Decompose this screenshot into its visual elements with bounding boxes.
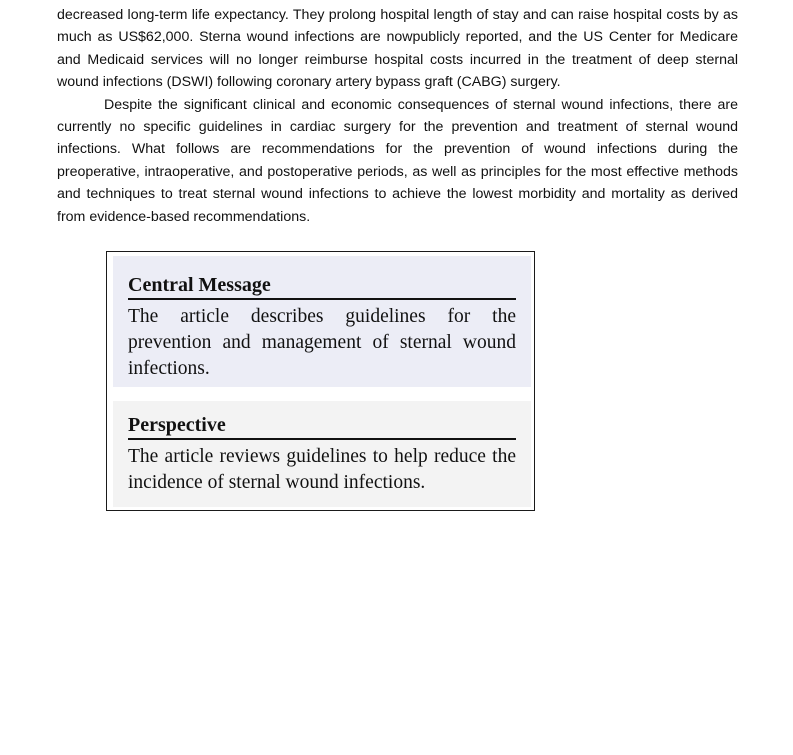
perspective-section bbox=[113, 401, 531, 507]
paragraph-guidelines: Despite the significant clinical and economic consequences of sternal wound infections, there are currently no specific guidelines in cardiac surgery for the prevention and treatment of sternal wound infections. What follows are recommendations for the prevention of wound infections during the preoperative, intraoperative, and postoperative periods, as well as principles for the most effective methods and techniques to treat sternal wound infections to achieve the lowest morbidity and mortality as derived from evidence-based recommendations. bbox=[57, 96, 738, 225]
central-message-callout bbox=[106, 251, 535, 511]
central-message-heading: Central Message bbox=[128, 256, 516, 300]
central-message-section bbox=[113, 256, 531, 387]
central-message-text: The article describes guidelines for the prevention and management of sternal wound infections. bbox=[128, 306, 516, 379]
perspective-heading: Perspective bbox=[128, 401, 516, 440]
document-body bbox=[57, 4, 738, 228]
perspective-text: The article reviews guidelines to help reduce the incidence of sternal wound infections. bbox=[128, 446, 516, 493]
paragraph-costs: decreased long-term life expectancy. They prolong hospital length of stay and can raise hospital costs by as much as US$62,000. Sterna wound infections are nowpublicly reported, and the US Center for Medicare and Medicaid services will no longer reimburse hospital costs incurred in the treatment of deep sternal wound infections (DSWI) following coronary artery bypass graft (CABG) surgery. bbox=[57, 7, 738, 91]
